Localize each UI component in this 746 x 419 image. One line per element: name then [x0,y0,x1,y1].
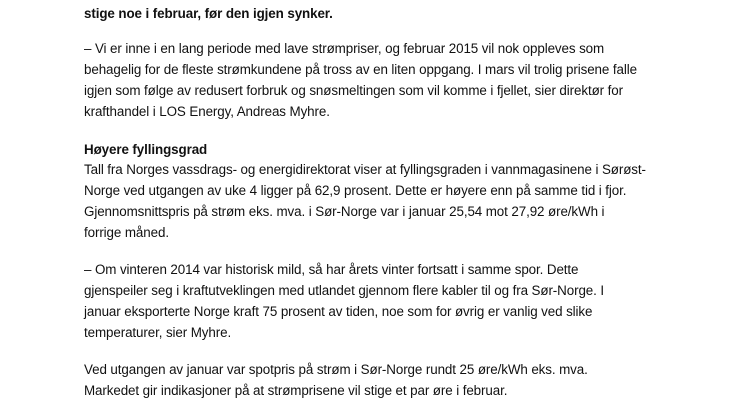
text-line: krafthandel i LOS Energy, Andreas Myhre. [84,104,330,119]
text-line: – Om vinteren 2014 var historisk mild, så har årets vinter fortsatt i samme spor. Dette [84,262,579,277]
text-line: behagelig for de fleste strømkundene på tross av en liten oppgang. I mars vil trolig prisene falle [84,62,637,77]
text-line: forrige måned. [84,225,169,240]
text-line: igjen som følge av redusert forbruk og snøsmeltingen som vil komme i fjellet, sier direktør for [84,83,623,98]
text-line: gjenspeiler seg i kraftutveklingen med utlandet gjennom flere kabler til og fra Sør-Norge. I [84,283,604,298]
text-line: Gjennomsnittspris på strøm eks. mva. i Sør-Norge var i januar 25,54 mot 27,92 øre/kWh i [84,204,605,219]
intro-line: stige noe i februar, før den igjen synker. [84,6,333,21]
text-line: Norge ved utgangen av uke 4 ligger på 62,9 prosent. Dette er høyere enn på samme tid i fjor. [84,183,627,198]
text-line: Ved utgangen av januar var spotpris på strøm i Sør-Norge rundt 25 øre/kWh eks. mva. [84,362,588,377]
text-line: januar eksporterte Norge kraft 75 prosent av tiden, noe som for øvrig er vanlig ved slike [84,304,593,319]
section-heading: Høyere fyllingsgrad [84,142,208,157]
text-line: Markedet gir indikasjoner på at strømprisene vil stige et par øre i februar. [84,383,508,398]
text-line: – Vi er inne i en lang periode med lave strømpriser, og februar 2015 vil nok oppleves som [84,41,605,56]
text-line: Tall fra Norges vassdrags- og energidirektorat viser at fyllingsgraden i vannmagasinene i Sørøst- [84,162,646,177]
text-line: temperaturer, sier Myhre. [84,325,232,340]
